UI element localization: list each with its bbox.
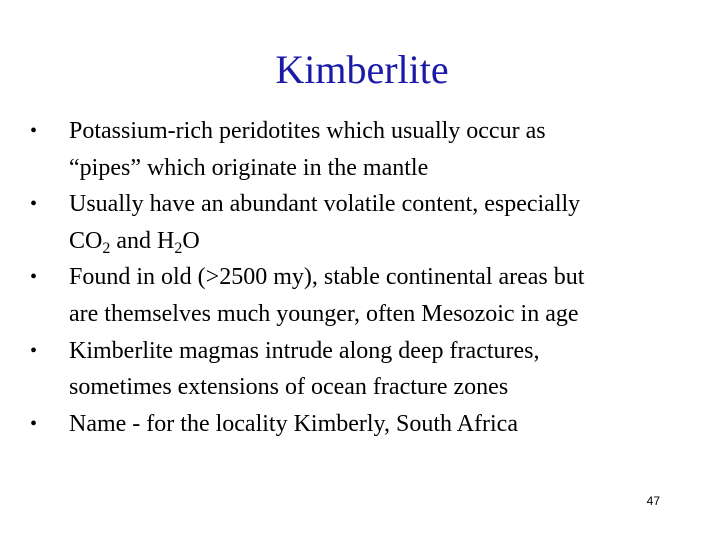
bullet-line-formula [69,223,710,260]
page-number: 47 [646,494,660,508]
bullet-line: sometimes extensions of ocean fracture zones [69,374,509,401]
bullet-item [30,113,710,186]
subscript: 2 [102,239,111,257]
bullet-icon: • [30,120,38,142]
bullet-list [30,113,710,442]
bullet-item [30,406,710,443]
bullet-icon: • [30,339,38,362]
bullet-item [30,333,710,406]
bullet-icon: • [30,266,38,289]
bullet-line: Name - for the locality Kimberly, South Africa [69,410,518,437]
formula-text: O [182,227,200,254]
bullet-line: Potassium-rich peridotites which usually occur as [69,118,546,144]
subscript: 2 [174,239,183,257]
bullet-line: are themselves much younger, often Mesozoic in age [69,300,579,327]
bullet-item [30,186,710,259]
bullet-icon: • [30,412,38,435]
bullet-line: “pipes” which originate in the mantle [69,154,429,181]
slide-title: Kimberlite [275,47,449,92]
bullet-line: Kimberlite magmas intrude along deep fractures, [69,337,540,364]
formula-text: CO [69,227,103,254]
bullet-icon: • [30,193,38,216]
formula-text: and H [110,227,175,254]
bullet-item [30,259,710,332]
bullet-line: Usually have an abundant volatile content, especially [69,191,581,218]
bullet-line: Found in old (>2500 my), stable continental areas but [69,264,585,291]
